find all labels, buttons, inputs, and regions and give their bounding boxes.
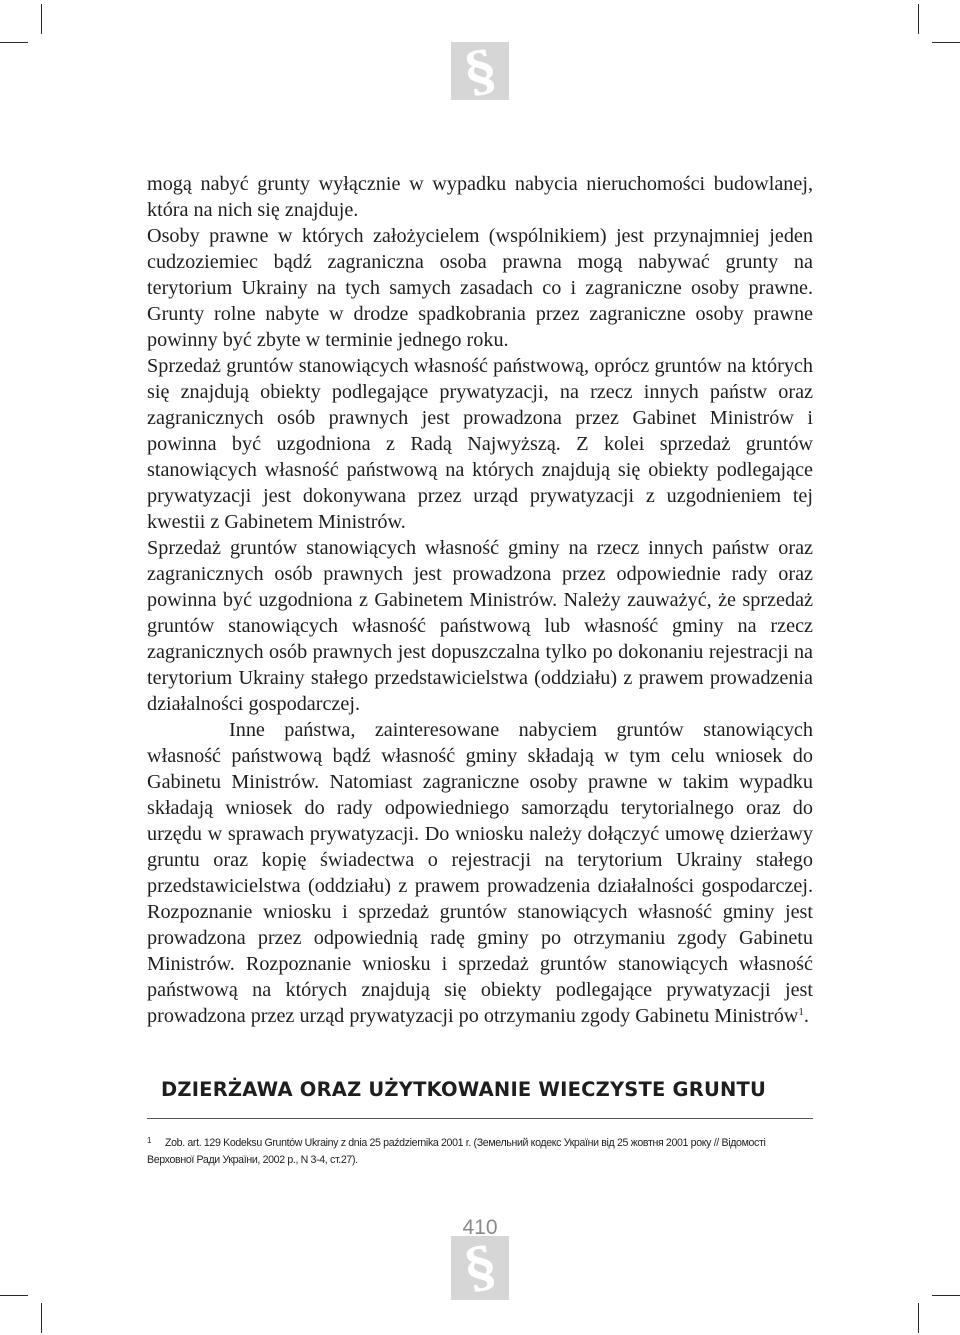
crop-mark-top-right-horizontal xyxy=(932,42,960,43)
paragraph-with-footnote xyxy=(147,717,813,1029)
crop-mark-top-left-horizontal xyxy=(0,42,28,43)
section-sign-icon: § xyxy=(459,1232,501,1302)
crop-mark-bottom-right-vertical xyxy=(918,1303,919,1333)
paragraph: Sprzedaż gruntów stanowiących własność państwową, oprócz gruntów na których się znajdują obiekty podlegające prywatyzacji, na rzecz innych państw oraz zagranicznych osób prawnych jest prowadzona przez Gabinet Ministrów i powinna być uzgodniona z Radą Najwyższą. Z kolei sprzedaż gruntów stanowiących własność państwową na których znajdują się obiekty podlegające prywatyzacji jest dokonywana przez urząd prywatyzacji z uzgodnieniem tej kwestii z Gabinetem Ministrów. xyxy=(147,355,813,533)
section-sign-icon: § xyxy=(459,36,501,106)
crop-mark-top-left-vertical xyxy=(41,4,42,34)
page-number: 410 xyxy=(462,1216,498,1239)
section-tab-top xyxy=(451,36,509,106)
paragraph-text: Inne państwa, zainteresowane nabyciem gruntów stanowiących własność państwową bądź własność gminy składają w tym celu wniosek do Gabinetu Ministrów. Natomiast zagraniczne osoby prawne w takim wypadku składają wniosek do rady odpowiedniego samorządu terytorialnego oraz do urzędu w sprawach prywatyzacji. Do wniosku należy dołączyć umowę dzierżawy gruntu oraz kopię świadectwa o rejestracji na terytorium Ukrainy stałego przedstawicielstwa (oddziału) z prawem prowadzenia działalności gospodarczej. Rozpoznanie wniosku i sprzedaż gruntów stanowiących własność gminy jest prowadzona przez odpowiednią radę gminy po otrzymaniu zgody Gabinetu Ministrów. Rozpoznanie wniosku i sprzedaż gruntów stanowiących własność państwową na których znajdują się obiekty podlegające prywatyzacji jest prowadzona przez urząd prywatyzacji po otrzymaniu zgody Gabinetu Ministrów xyxy=(147,719,813,1027)
crop-mark-bottom-left-vertical xyxy=(41,1303,42,1333)
paragraph: mogą nabyć grunty wyłącznie w wypadku nabycia nieruchomości budowlanej, która na nich się znajduje. xyxy=(147,173,813,221)
footnote-text: Zob. art. 129 Kodeksu Gruntów Ukrainy z dnia 25 października 2001 r. (Земельний кодекс України від 25 жовтня 2001 року // Відомості Верховної Ради України, 2002 р., N 3-4, ст.27). xyxy=(147,1137,766,1166)
body-text xyxy=(147,171,813,1029)
section-heading: DZIERŻAWA ORAZ UŻYTKOWANIE WIECZYSTE GRUNTU xyxy=(161,1078,767,1102)
paragraph-end: . xyxy=(803,1005,809,1027)
paragraph: Sprzedaż gruntów stanowiących własność gminy na rzecz innych państw oraz zagranicznych osób prawnych jest prowadzona przez odpowiednie rady oraz powinna być uzgodniona z Gabinetem Ministrów. Należy zauważyć, że sprzedaż gruntów stanowiących własność państwową lub własność gminy na rzecz zagranicznych osób prawnych jest dopuszczalna tylko po dokonaniu rejestracji na terytorium Ukrainy stałego przedstawicielstwa (oddziału) z prawem prowadzenia działalności gospodarczej. xyxy=(147,537,813,715)
footnote-number: 1 xyxy=(147,1136,152,1145)
section-tab-bottom xyxy=(451,1232,509,1302)
footnote xyxy=(147,1132,813,1169)
crop-mark-bottom-right-horizontal xyxy=(932,1295,960,1296)
footnote-divider xyxy=(147,1118,813,1119)
footnote-reference[interactable]: 1 xyxy=(798,1006,804,1018)
crop-mark-top-right-vertical xyxy=(918,4,919,34)
paragraph: Osoby prawne w których założycielem (wspólnikiem) jest przynajmniej jeden cudzoziemiec bądź zagraniczna osoba prawna mogą nabywać grunty na terytorium Ukrainy na tych samych zasadach co i zagraniczne osoby prawne. Grunty rolne nabyte w drodze spadkobrania przez zagraniczne osoby prawne powinny być zbyte w terminie jednego roku. xyxy=(147,225,813,351)
crop-mark-bottom-left-horizontal xyxy=(0,1295,28,1296)
